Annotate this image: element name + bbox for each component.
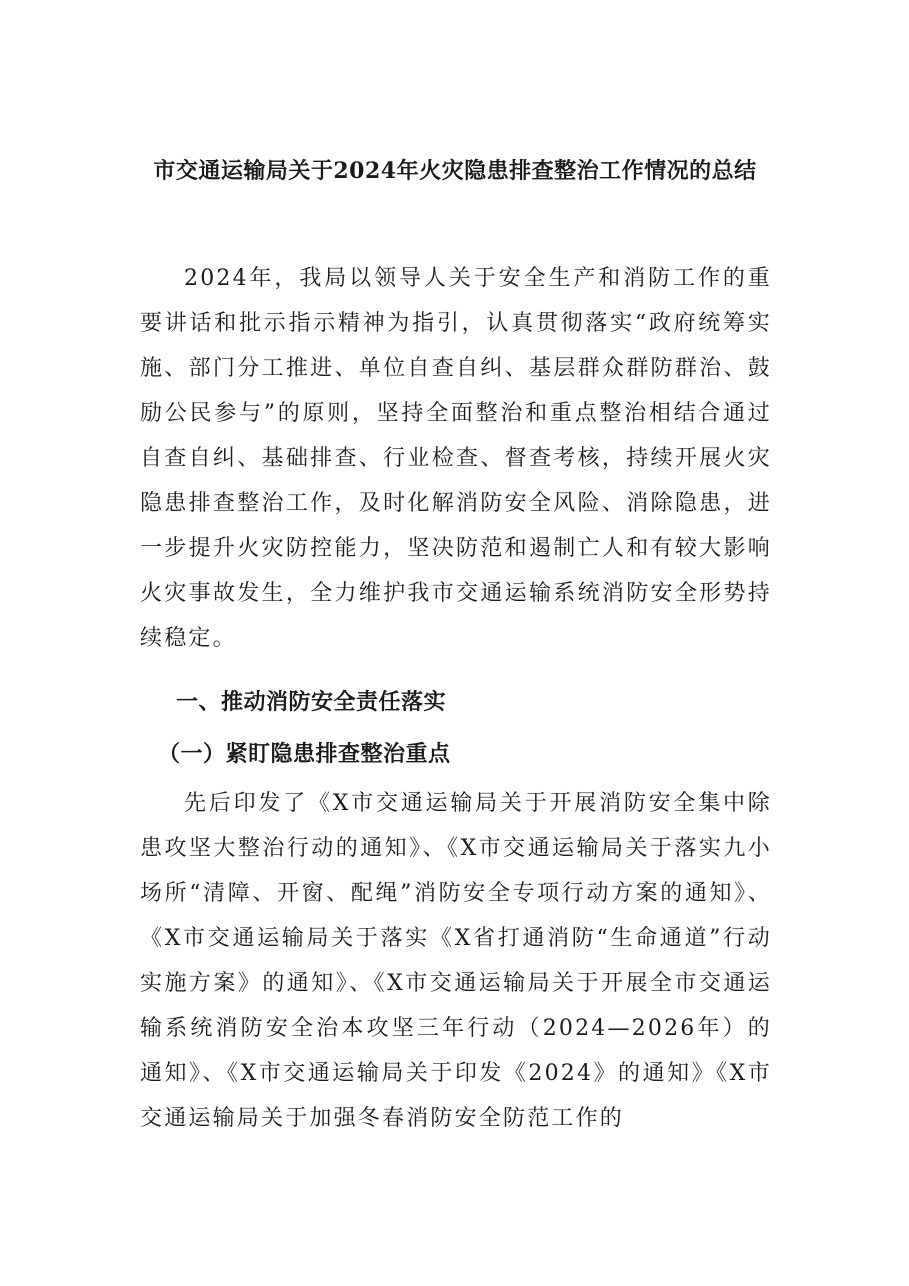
- subsection-paragraph: 先后印发了《X市交通运输局关于开展消防安全集中除患攻坚大整治行动的通知》、《X市交通运输局关于落实九小场所“清障、开窗、配绳”消防安全专项行动方案的通知》、《X市交通运输局关于落实《X省打通消防“生命通道”行动实施方案》的通知》、《X市交通运输局关于开展全市交通运输系统消防安全治本攻坚三年行动（2024—2026年）的通知》、《X市交通运输局关于印发《2024》的通知》《X市交通运输局关于加强冬春消防安全防范工作的: [140, 791, 772, 1131]
- intro-paragraph: 2024年，我局以领导人关于安全生产和消防工作的重要讲话和批示指示精神为指引，认真贯彻落实“政府统筹实施、部门分工推进、单位自查自纠、基层群众群防群治、鼓励公民参与”的原则，坚持全面整治和重点整治相结合通过自查自纠、基础排查、行业检查、督查考核，持续开展火灾隐患排查整治工作，及时化解消防安全风险、消除隐患，进一步提升火灾防控能力，坚决防范和遏制亡人和有较大影响火灾事故发生，全力维护我市交通运输系统消防安全形势持续稳定。: [140, 266, 772, 651]
- document-title: 市交通运输局关于2024年火灾隐患排查整治工作情况的总结: [153, 158, 757, 184]
- subsection-heading: （一）紧盯隐患排查整治重点: [158, 741, 451, 767]
- section-heading: 一、推动消防安全责任落实: [176, 689, 447, 715]
